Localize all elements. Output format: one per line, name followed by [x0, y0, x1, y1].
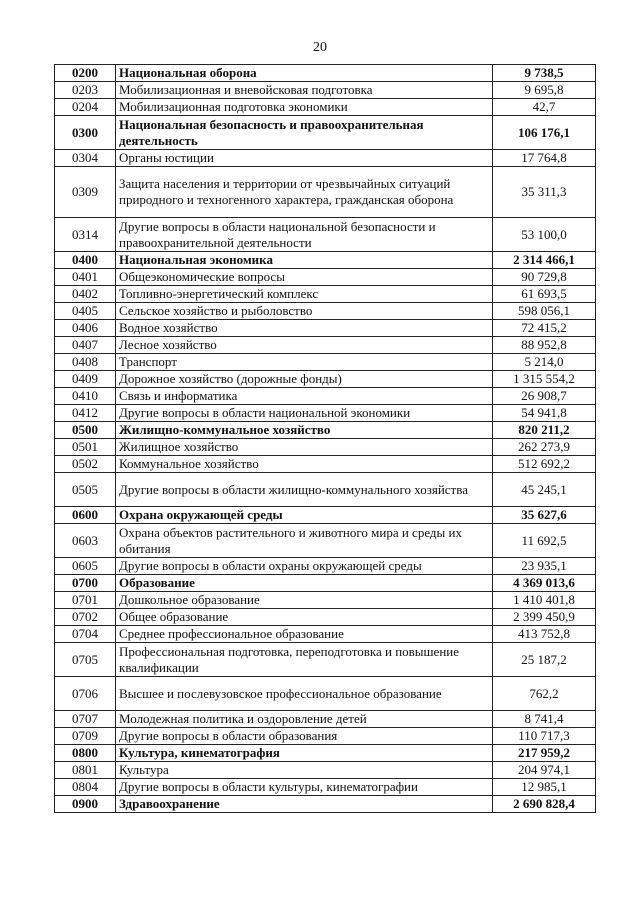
row-name: Общеэкономические вопросы	[116, 269, 493, 286]
row-code: 0605	[55, 558, 116, 575]
row-amount: 54 941,8	[493, 405, 596, 422]
row-code: 0600	[55, 507, 116, 524]
row-name: Образование	[116, 575, 493, 592]
row-amount: 204 974,1	[493, 762, 596, 779]
row-amount: 35 311,3	[493, 167, 596, 218]
row-name: Другие вопросы в области образования	[116, 728, 493, 745]
row-code: 0203	[55, 82, 116, 99]
row-amount: 413 752,8	[493, 626, 596, 643]
row-name: Дошкольное образование	[116, 592, 493, 609]
row-name: Здравоохранение	[116, 796, 493, 813]
row-name: Другие вопросы в области жилищно-коммунального хозяйства	[116, 473, 493, 507]
row-amount: 512 692,2	[493, 456, 596, 473]
table-row	[55, 82, 596, 99]
row-amount: 2 314 466,1	[493, 252, 596, 269]
budget-table	[54, 64, 596, 813]
row-name: Мобилизационная подготовка экономики	[116, 99, 493, 116]
row-name: Среднее профессиональное образование	[116, 626, 493, 643]
table-row	[55, 456, 596, 473]
row-amount: 42,7	[493, 99, 596, 116]
table-row	[55, 167, 596, 218]
table-row	[55, 439, 596, 456]
row-amount: 217 959,2	[493, 745, 596, 762]
row-name: Дорожное хозяйство (дорожные фонды)	[116, 371, 493, 388]
row-name: Мобилизационная и вневойсковая подготовка	[116, 82, 493, 99]
row-code: 0408	[55, 354, 116, 371]
row-name: Другие вопросы в области национальной экономики	[116, 405, 493, 422]
row-code: 0706	[55, 677, 116, 711]
row-code: 0701	[55, 592, 116, 609]
row-amount: 35 627,6	[493, 507, 596, 524]
row-code: 0204	[55, 99, 116, 116]
row-code: 0800	[55, 745, 116, 762]
row-amount: 90 729,8	[493, 269, 596, 286]
row-name: Жилищно-коммунальное хозяйство	[116, 422, 493, 439]
row-code: 0804	[55, 779, 116, 796]
row-code: 0603	[55, 524, 116, 558]
row-name: Сельское хозяйство и рыболовство	[116, 303, 493, 320]
row-code: 0314	[55, 218, 116, 252]
row-amount: 820 211,2	[493, 422, 596, 439]
row-name: Охрана окружающей среды	[116, 507, 493, 524]
row-name: Общее образование	[116, 609, 493, 626]
row-code: 0702	[55, 609, 116, 626]
table-row	[55, 609, 596, 626]
row-amount: 25 187,2	[493, 643, 596, 677]
row-amount: 1 315 554,2	[493, 371, 596, 388]
table-row	[55, 99, 596, 116]
table-row	[55, 592, 596, 609]
row-name: Связь и информатика	[116, 388, 493, 405]
section-row	[55, 796, 596, 813]
table-row	[55, 371, 596, 388]
budget-table-body	[55, 65, 596, 813]
row-code: 0700	[55, 575, 116, 592]
row-code: 0707	[55, 711, 116, 728]
row-code: 0300	[55, 116, 116, 150]
table-row	[55, 728, 596, 745]
row-code: 0407	[55, 337, 116, 354]
row-code: 0409	[55, 371, 116, 388]
section-row	[55, 422, 596, 439]
row-code: 0309	[55, 167, 116, 218]
row-amount: 262 273,9	[493, 439, 596, 456]
row-amount: 598 056,1	[493, 303, 596, 320]
section-row	[55, 116, 596, 150]
table-row	[55, 388, 596, 405]
row-code: 0500	[55, 422, 116, 439]
row-name: Национальная оборона	[116, 65, 493, 82]
row-amount: 9 695,8	[493, 82, 596, 99]
row-name: Профессиональная подготовка, переподготовка и повышение квалификации	[116, 643, 493, 677]
table-row	[55, 711, 596, 728]
row-code: 0412	[55, 405, 116, 422]
row-code: 0410	[55, 388, 116, 405]
row-code: 0405	[55, 303, 116, 320]
row-amount: 762,2	[493, 677, 596, 711]
table-row	[55, 320, 596, 337]
table-row	[55, 762, 596, 779]
row-name: Высшее и послевузовское профессиональное образование	[116, 677, 493, 711]
row-amount: 53 100,0	[493, 218, 596, 252]
row-amount: 61 693,5	[493, 286, 596, 303]
table-row	[55, 626, 596, 643]
row-code: 0801	[55, 762, 116, 779]
section-row	[55, 575, 596, 592]
row-name: Молодежная политика и оздоровление детей	[116, 711, 493, 728]
table-row	[55, 643, 596, 677]
table-row	[55, 354, 596, 371]
row-name: Лесное хозяйство	[116, 337, 493, 354]
row-code: 0709	[55, 728, 116, 745]
row-code: 0501	[55, 439, 116, 456]
row-name: Жилищное хозяйство	[116, 439, 493, 456]
row-name: Культура	[116, 762, 493, 779]
page-number: 20	[313, 40, 327, 55]
row-code: 0200	[55, 65, 116, 82]
row-amount: 17 764,8	[493, 150, 596, 167]
row-amount: 2 399 450,9	[493, 609, 596, 626]
row-amount: 106 176,1	[493, 116, 596, 150]
row-code: 0502	[55, 456, 116, 473]
row-amount: 12 985,1	[493, 779, 596, 796]
table-row	[55, 558, 596, 575]
row-amount: 4 369 013,6	[493, 575, 596, 592]
row-code: 0304	[55, 150, 116, 167]
section-row	[55, 65, 596, 82]
row-name: Другие вопросы в области культуры, кинематографии	[116, 779, 493, 796]
row-name: Топливно-энергетический комплекс	[116, 286, 493, 303]
row-name: Национальная безопасность и правоохранительная деятельность	[116, 116, 493, 150]
row-code: 0406	[55, 320, 116, 337]
table-row	[55, 218, 596, 252]
row-amount: 88 952,8	[493, 337, 596, 354]
row-name: Другие вопросы в области национальной безопасности и правоохранительной деятельности	[116, 218, 493, 252]
row-amount: 2 690 828,4	[493, 796, 596, 813]
table-row	[55, 677, 596, 711]
row-amount: 26 908,7	[493, 388, 596, 405]
section-row	[55, 252, 596, 269]
row-name: Коммунальное хозяйство	[116, 456, 493, 473]
table-row	[55, 269, 596, 286]
row-amount: 23 935,1	[493, 558, 596, 575]
row-code: 0400	[55, 252, 116, 269]
row-name: Транспорт	[116, 354, 493, 371]
table-row	[55, 524, 596, 558]
row-amount: 5 214,0	[493, 354, 596, 371]
row-code: 0402	[55, 286, 116, 303]
row-code: 0505	[55, 473, 116, 507]
table-row	[55, 303, 596, 320]
table-row	[55, 286, 596, 303]
row-amount: 72 415,2	[493, 320, 596, 337]
row-name: Другие вопросы в области охраны окружающей среды	[116, 558, 493, 575]
row-amount: 9 738,5	[493, 65, 596, 82]
row-code: 0900	[55, 796, 116, 813]
section-row	[55, 745, 596, 762]
row-name: Охрана объектов растительного и животного мира и среды их обитания	[116, 524, 493, 558]
row-amount: 8 741,4	[493, 711, 596, 728]
row-code: 0401	[55, 269, 116, 286]
row-name: Защита населения и территории от чрезвычайных ситуаций природного и техногенного характера, гражданская оборона	[116, 167, 493, 218]
table-row	[55, 150, 596, 167]
row-name: Водное хозяйство	[116, 320, 493, 337]
table-row	[55, 473, 596, 507]
row-name: Культура, кинематография	[116, 745, 493, 762]
row-amount: 1 410 401,8	[493, 592, 596, 609]
row-code: 0705	[55, 643, 116, 677]
table-row	[55, 779, 596, 796]
row-name: Национальная экономика	[116, 252, 493, 269]
row-amount: 45 245,1	[493, 473, 596, 507]
row-amount: 110 717,3	[493, 728, 596, 745]
table-row	[55, 337, 596, 354]
row-name: Органы юстиции	[116, 150, 493, 167]
row-amount: 11 692,5	[493, 524, 596, 558]
table-row	[55, 405, 596, 422]
section-row	[55, 507, 596, 524]
row-code: 0704	[55, 626, 116, 643]
